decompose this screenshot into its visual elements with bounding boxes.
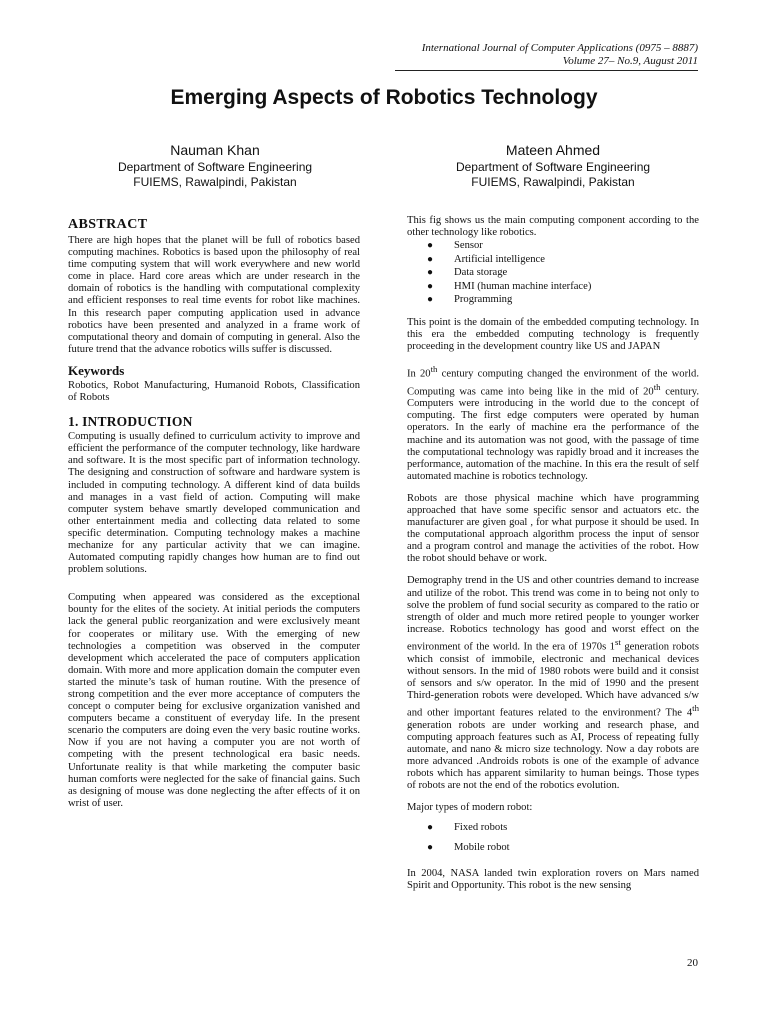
list-item: ● Artificial intelligence	[427, 253, 545, 265]
journal-volume: Volume 27– No.9, August 2011	[562, 55, 698, 67]
bullet-icon: ●	[427, 822, 434, 834]
author-institution: FUIEMS, Rawalpindi, Pakistan	[133, 175, 297, 189]
author-name: Mateen Ahmed	[505, 142, 601, 158]
keywords-text: Robotics, Robot Manufacturing, Humanoid Robots, Classification of Robots	[68, 379, 360, 404]
paper-title: Emerging Aspects of Robotics Technology	[170, 86, 598, 109]
author-department: Department of Software Engineering	[117, 160, 313, 174]
introduction-heading: 1. INTRODUCTION	[68, 414, 193, 430]
list-item: ● HMI (human machine interface)	[427, 280, 592, 292]
demography-paragraph: Demography trend in the US and other countries demand to increase and utilize of the robot. This trend was come in to being not only to solve the problem of fund social security as compared to the ratio or strength of older and much more retired people to younger worker increase. Robotics technology has good and worst effect on the environment of the world. In the era of 1970s 1st generation robots which consist of immobile, electronic and mechanical devices without sensors. In the mid of 1980 robots were build and it consist of sensors and s/w operator. In the mid of 1990 and the present Third-generation robots were developed. Which have advanced s/w and other important features related to the environment? The 4th generation robots are under working and research phase, and computing approach features such as AI, Process of repeating fully automate, and nano & micro size technology. Now a day robots are more advanced .Androids robots is one of the example of advance robots which has apparent similarity to human beings. Those types of robots are not the end of the robotics evolution.	[407, 575, 699, 791]
author-department: Department of Software Engineering	[455, 160, 651, 174]
bullet-icon: ●	[427, 253, 434, 265]
list-item: ● Data storage	[427, 267, 508, 279]
header-rule	[395, 70, 698, 71]
keywords-heading: Keywords	[68, 362, 125, 378]
left-column	[68, 215, 360, 817]
figure-intro-paragraph: This fig shows us the main computing component according to the other technology like robotics.	[407, 215, 699, 239]
right-column	[407, 215, 699, 899]
nasa-paragraph: In 2004, NASA landed twin exploration rovers on Mars named Spirit and Opportunity. This robot is the new sensing	[407, 868, 699, 892]
journal-name: International Journal of Computer Applications (0975 – 8887)	[421, 42, 698, 54]
bullet-icon: ●	[427, 280, 434, 292]
author-name: Nauman Khan	[170, 142, 260, 158]
list-item: ● Mobile robot	[407, 838, 699, 858]
twentieth-century-paragraph: In 20th century computing changed the environment of the world. Computing was came into being like in the mid of 20th century. Computers were introducing in the world due to the concept of computing. The first edge computers were operated by human operators. In the early of machine era the performance of the machine and its automation was not good, with the passage of time the computational technology was rapidly broad and it increases the performance, automation of the machine. In this era the result of self automated machine is robotics technology.	[407, 363, 700, 482]
list-item: ● Fixed robots	[407, 818, 699, 838]
embedded-computing-paragraph: This point is the domain of the embedded computing technology. In this era the embedded computing technology is frequently proceeding in the development country like US and JAPAN	[407, 316, 699, 352]
abstract-heading: ABSTRACT	[68, 217, 148, 232]
author-block-2	[408, 143, 698, 190]
robot-types-list	[407, 818, 699, 858]
robot-types-intro: Major types of modern robot:	[407, 802, 533, 814]
list-item: ● Programming	[427, 294, 513, 306]
author-block-1	[70, 143, 360, 190]
abstract-text: There are high hopes that the planet will be full of robotics based computing machines. Robotics is based upon the philosophy of real time computing system that will work everywhere and new world come in place. Hard core areas which are under research in the domain of robotics is the handling with computational complexity and efficient responses to real time events for robot like machines. In this research paper computing application used in advance robotics have been presented and analyzed in a frame work of computational theory and domain of computing in general. Also the future trend that the advance robotics wills suffer is discussed.	[68, 235, 360, 355]
page-number: 20	[687, 957, 698, 969]
bullet-icon: ●	[427, 267, 434, 279]
author-institution: FUIEMS, Rawalpindi, Pakistan	[471, 175, 635, 189]
introduction-paragraph-2: Computing when appeared was considered as the exceptional bounty for the elites of the society. At initial periods the computers lack the general public reorganization and were exclusively meant for cooperates or military use. With the emerging of new technologies a competition was observed in the computer development which accelerated the pace of computers application domain. With more and more application domain the computer even started the minute’s task of human routine. With the presence of strong competition and the ever more acceptance of computers the concept o computer being for exclusive organization vanished and computers became a constituent of everyday life. In the present scenario the computers are doing even the very basic routine works. Now if you are not having a computer you are not worth of competing with the present technological era basic needs. Unfortunate reality is that while marketing the computer basic human comforts were neglected for the sake of financial gains. Such as designing of mouse was done neglecting the after effects of it on wrist of user.	[68, 592, 360, 809]
component-list	[407, 239, 699, 307]
journal-header	[422, 42, 698, 68]
introduction-paragraph-1: Computing is usually defined to curriculum activity to improve and efficient the performance of the computer technology, like hardware and software. It is the most specific part of information technology. The designing and construction of software and hardware system is included in computing technology. A different kind of data builds and manages in a vast field of action. Computing will make computer system behave smartly developed communication and other entertainment media and collecting data related to some specific determination. Computing technology makes a machine mechanize for any particular activity that we can imagine. Automated computing rapidly changes how human are to find out problem solutions.	[68, 431, 360, 576]
bullet-icon: ●	[427, 294, 434, 306]
robots-definition-paragraph: Robots are those physical machine which have programming approached that have some specific sensor and actuators etc. the manufacturer are given goal , for what purpose it should be used. In the computational approach algorithm process the input of sensor and a program control and manage the activities of the robot. How the robot should behave or work.	[407, 492, 699, 565]
list-item: ● Sensor	[427, 240, 483, 252]
bullet-icon: ●	[427, 240, 434, 252]
bullet-icon: ●	[427, 842, 434, 854]
